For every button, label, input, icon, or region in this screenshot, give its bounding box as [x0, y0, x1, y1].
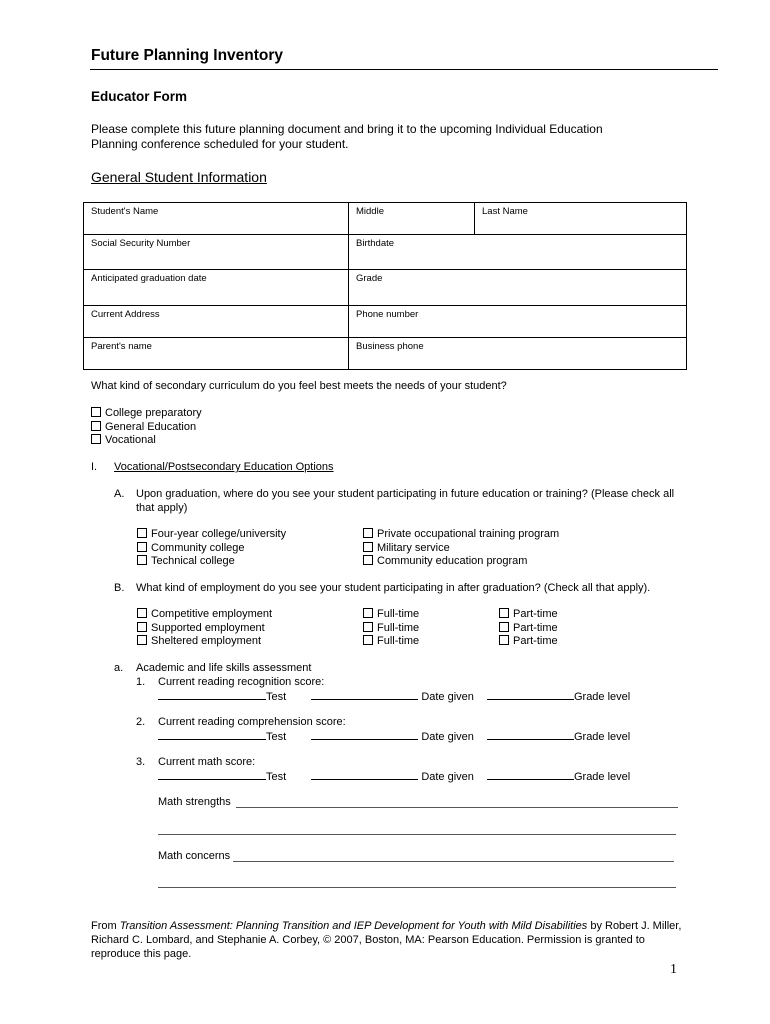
- checkbox[interactable]: [363, 622, 373, 632]
- checkbox-option[interactable]: Full-time: [363, 635, 419, 649]
- checkbox-option[interactable]: Part-time: [499, 635, 558, 649]
- last-name-cell[interactable]: Last Name: [475, 203, 687, 235]
- checkbox-option[interactable]: Sheltered employment: [137, 635, 272, 649]
- checkbox-option[interactable]: Vocational: [91, 434, 202, 448]
- question-b-letter: B.: [114, 582, 125, 594]
- checkbox-option[interactable]: Competitive employment: [137, 608, 272, 622]
- checkbox-option[interactable]: Full-time: [363, 622, 419, 636]
- phone-cell[interactable]: Phone number: [349, 306, 687, 338]
- checkbox[interactable]: [137, 528, 147, 538]
- book-title: Transition Assessment: Planning Transition and IEP Development for Youth with Mild Disabilities: [119, 920, 588, 932]
- checkbox-option[interactable]: Full-time: [363, 608, 419, 622]
- student-name-cell[interactable]: Student's Name: [84, 203, 349, 235]
- item-number: 1.: [136, 676, 146, 688]
- birthdate-cell[interactable]: Birthdate: [349, 235, 687, 270]
- checkbox-option[interactable]: Four-year college/university: [137, 528, 286, 542]
- checkbox-option[interactable]: Supported employment: [137, 622, 272, 636]
- form-title: Future Planning Inventory: [91, 47, 284, 64]
- checkbox[interactable]: [137, 622, 147, 632]
- date-blank[interactable]: [311, 689, 418, 700]
- checkbox-option[interactable]: College preparatory: [91, 407, 202, 421]
- curriculum-question: What kind of secondary curriculum do you feel best meets the needs of your student?: [91, 380, 507, 392]
- education-options-col1: [137, 528, 286, 569]
- score-row: Test Date given Grade level: [158, 769, 630, 785]
- checkbox[interactable]: [499, 608, 509, 618]
- middle-name-cell[interactable]: Middle: [349, 203, 475, 235]
- assessment-heading: Academic and life skills assessment: [136, 662, 312, 674]
- math-strengths-line[interactable]: [236, 807, 678, 808]
- section-numeral: I.: [91, 461, 98, 473]
- checkbox-option[interactable]: Community college: [137, 542, 286, 556]
- education-options-col2: [363, 528, 559, 569]
- intro-text: Please complete this future planning document and bring it to the upcoming Individual Education Planning conference scheduled for your student.: [91, 122, 603, 151]
- general-info-heading: General Student Information: [91, 169, 267, 185]
- grade-blank[interactable]: [487, 689, 574, 700]
- checkbox-option[interactable]: Military service: [363, 542, 559, 556]
- checkbox-option[interactable]: Private occupational training program: [363, 528, 559, 542]
- checkbox-option[interactable]: Technical college: [137, 555, 286, 569]
- item-number: 3.: [136, 756, 146, 768]
- curriculum-options: [91, 407, 202, 448]
- checkbox[interactable]: [363, 542, 373, 552]
- item-label: Current math score:: [158, 756, 256, 768]
- date-blank[interactable]: [311, 729, 418, 740]
- test-blank[interactable]: [158, 689, 266, 700]
- grade-cell[interactable]: Grade: [349, 270, 687, 306]
- checkbox[interactable]: [363, 528, 373, 538]
- question-a-text: Upon graduation, where do you see your student participating in future education or training? (Please check all that apply): [136, 488, 675, 514]
- item-label: Current reading comprehension score:: [158, 716, 346, 728]
- math-strengths-label: Math strengths: [158, 796, 231, 808]
- checkbox-option[interactable]: General Education: [91, 421, 202, 435]
- employment-options-col3: [499, 608, 558, 649]
- checkbox[interactable]: [363, 635, 373, 645]
- checkbox[interactable]: [363, 555, 373, 565]
- checkbox[interactable]: [137, 635, 147, 645]
- address-cell[interactable]: Current Address: [84, 306, 349, 338]
- question-a-letter: A.: [114, 488, 125, 500]
- checkbox[interactable]: [499, 635, 509, 645]
- parent-name-cell[interactable]: Parent's name: [84, 338, 349, 370]
- item-label: Current reading recognition score:: [158, 676, 325, 688]
- score-row: Test Date given Grade level: [158, 689, 630, 705]
- math-concerns-line[interactable]: [233, 861, 674, 862]
- test-blank[interactable]: [158, 769, 266, 780]
- employment-options-col2: [363, 608, 419, 649]
- page-number: 1: [670, 962, 677, 977]
- checkbox-option[interactable]: Community education program: [363, 555, 559, 569]
- math-concerns-line-2[interactable]: [158, 887, 676, 888]
- business-phone-cell[interactable]: Business phone: [349, 338, 687, 370]
- section-heading: Vocational/Postsecondary Education Options: [114, 461, 334, 473]
- student-info-table: [83, 202, 687, 370]
- test-blank[interactable]: [158, 729, 266, 740]
- checkbox[interactable]: [363, 608, 373, 618]
- checkbox[interactable]: [499, 622, 509, 632]
- checkbox[interactable]: [91, 434, 101, 444]
- question-b-text: What kind of employment do you see your student participating in after graduation? (Check all that apply).: [136, 582, 651, 594]
- graduation-date-cell[interactable]: Anticipated graduation date: [84, 270, 349, 306]
- checkbox[interactable]: [91, 407, 101, 417]
- grade-blank[interactable]: [487, 769, 574, 780]
- checkbox[interactable]: [91, 421, 101, 431]
- ssn-cell[interactable]: Social Security Number: [84, 235, 349, 270]
- math-concerns-label: Math concerns: [158, 850, 231, 862]
- score-row: Test Date given Grade level: [158, 729, 630, 745]
- checkbox[interactable]: [137, 555, 147, 565]
- checkbox[interactable]: [137, 608, 147, 618]
- date-blank[interactable]: [311, 769, 418, 780]
- item-number: 2.: [136, 716, 146, 728]
- assessment-letter: a.: [114, 662, 124, 674]
- checkbox-option[interactable]: Part-time: [499, 608, 558, 622]
- employment-options-col1: [137, 608, 272, 649]
- checkbox-option[interactable]: Part-time: [499, 622, 558, 636]
- math-strengths-line-2[interactable]: [158, 834, 676, 835]
- checkbox[interactable]: [137, 542, 147, 552]
- footer-citation: From Transition Assessment: Planning Transition and IEP Development for Youth with Mild Disabilities by Robert J. Miller, Richard C. Lombard, and Stephanie A. Corbey, © 2007, Boston, MA: Pearson Education. Permission is granted to reproduce this page.: [91, 920, 682, 960]
- grade-blank[interactable]: [487, 729, 574, 740]
- title-rule: [90, 69, 718, 70]
- form-subtitle: Educator Form: [91, 89, 188, 104]
